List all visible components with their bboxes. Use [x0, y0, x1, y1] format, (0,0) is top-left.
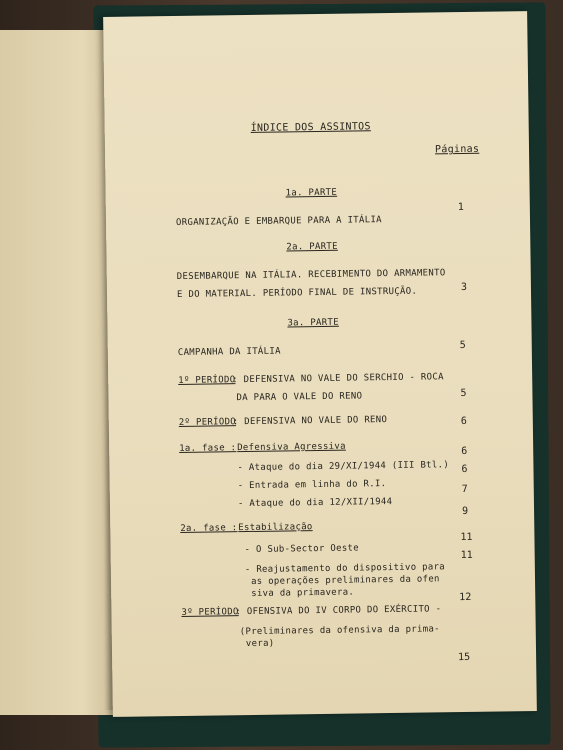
period1-label: 1º PERÍODO [178, 375, 236, 386]
period1-page-number: 5 [460, 387, 467, 400]
phase2-subitem2-line1: - Reajustamento do dispositivo para [244, 562, 446, 576]
phase1-subitem: - Ataque do dia 29/XI/1944 (III Btl.) [237, 460, 450, 474]
part1-entry: ORGANIZAÇÃO E EMBARQUE PARA A ITÁLIA [175, 215, 382, 228]
phase1-subitem: - Ataque do dia 12/XII/1944 [237, 497, 393, 510]
phase1-subitem: - Entrada em linha do R.I. [237, 479, 387, 492]
period1-text-line1: : DEFENSIVA NO VALE DO SERCHIO - ROCA [232, 372, 444, 386]
phase2-subitem1-page: 11 [460, 549, 473, 562]
part3-entry: CAMPANHA DA ITÁLIA [177, 346, 281, 358]
part2-heading: 2a. PARTE [286, 241, 338, 253]
phase1-subitem-page: 7 [461, 483, 468, 496]
period3-text: : OFENSIVA DO IV CORPO DO EXÉRCITO - [235, 604, 442, 618]
phase1-subitem-page: 9 [461, 505, 469, 518]
part3-page-number: 5 [459, 339, 466, 352]
phase2-subitem2-line3: siva da primavera. [251, 587, 355, 599]
part2-entry-line2: E DO MATERIAL. PERÍODO FINAL DE INSTRUÇÃO. [176, 286, 418, 300]
part3-heading: 3a. PARTE [287, 317, 339, 329]
part2-entry-line1: DESEMBARQUE NA ITÁLIA. RECEBIMENTO DO ARMAMENTO [176, 268, 446, 282]
period3-note-line1: (Preliminares da ofensiva da prima- [239, 624, 440, 638]
pages-header: Páginas [434, 143, 480, 156]
phase1-subitem-page: 6 [461, 463, 468, 476]
period3-label: 3º PERÍODO [181, 607, 239, 618]
index-page [103, 11, 537, 717]
period3-note-line2: vera) [245, 638, 275, 650]
period2-page-number: 6 [460, 415, 467, 428]
part1-page-number: 1 [457, 201, 464, 214]
phase2-label: 2a. fase : [180, 523, 238, 534]
phase2-title: Estabilização [238, 522, 313, 534]
phase2-subitem2-line2: as operações preliminares da ofen [250, 574, 440, 587]
period2-text: : DEFENSIVA NO VALE DO RENO [232, 415, 388, 428]
phase1-page-number: 6 [461, 445, 468, 458]
period1-text-line2: DA PARA O VALE DO RENO [236, 391, 363, 404]
phase2-page-number: 11 [460, 531, 473, 544]
index-title: ÍNDICE DOS ASSINTOS [250, 121, 371, 134]
phase2-subitem2-page: 12 [459, 591, 472, 604]
phase2-subitem1: - O Sub-Sector Oeste [244, 543, 360, 556]
left-page [0, 30, 118, 715]
period2-label: 2º PERÍODO [178, 417, 237, 428]
phase1-label: 1a. fase : [179, 443, 237, 454]
part2-page-number: 3 [460, 281, 468, 294]
phase1-title: Defensiva Agressiva [237, 441, 346, 454]
part1-heading: 1a. PARTE [285, 187, 338, 199]
period3-page-number: 15 [458, 651, 471, 664]
